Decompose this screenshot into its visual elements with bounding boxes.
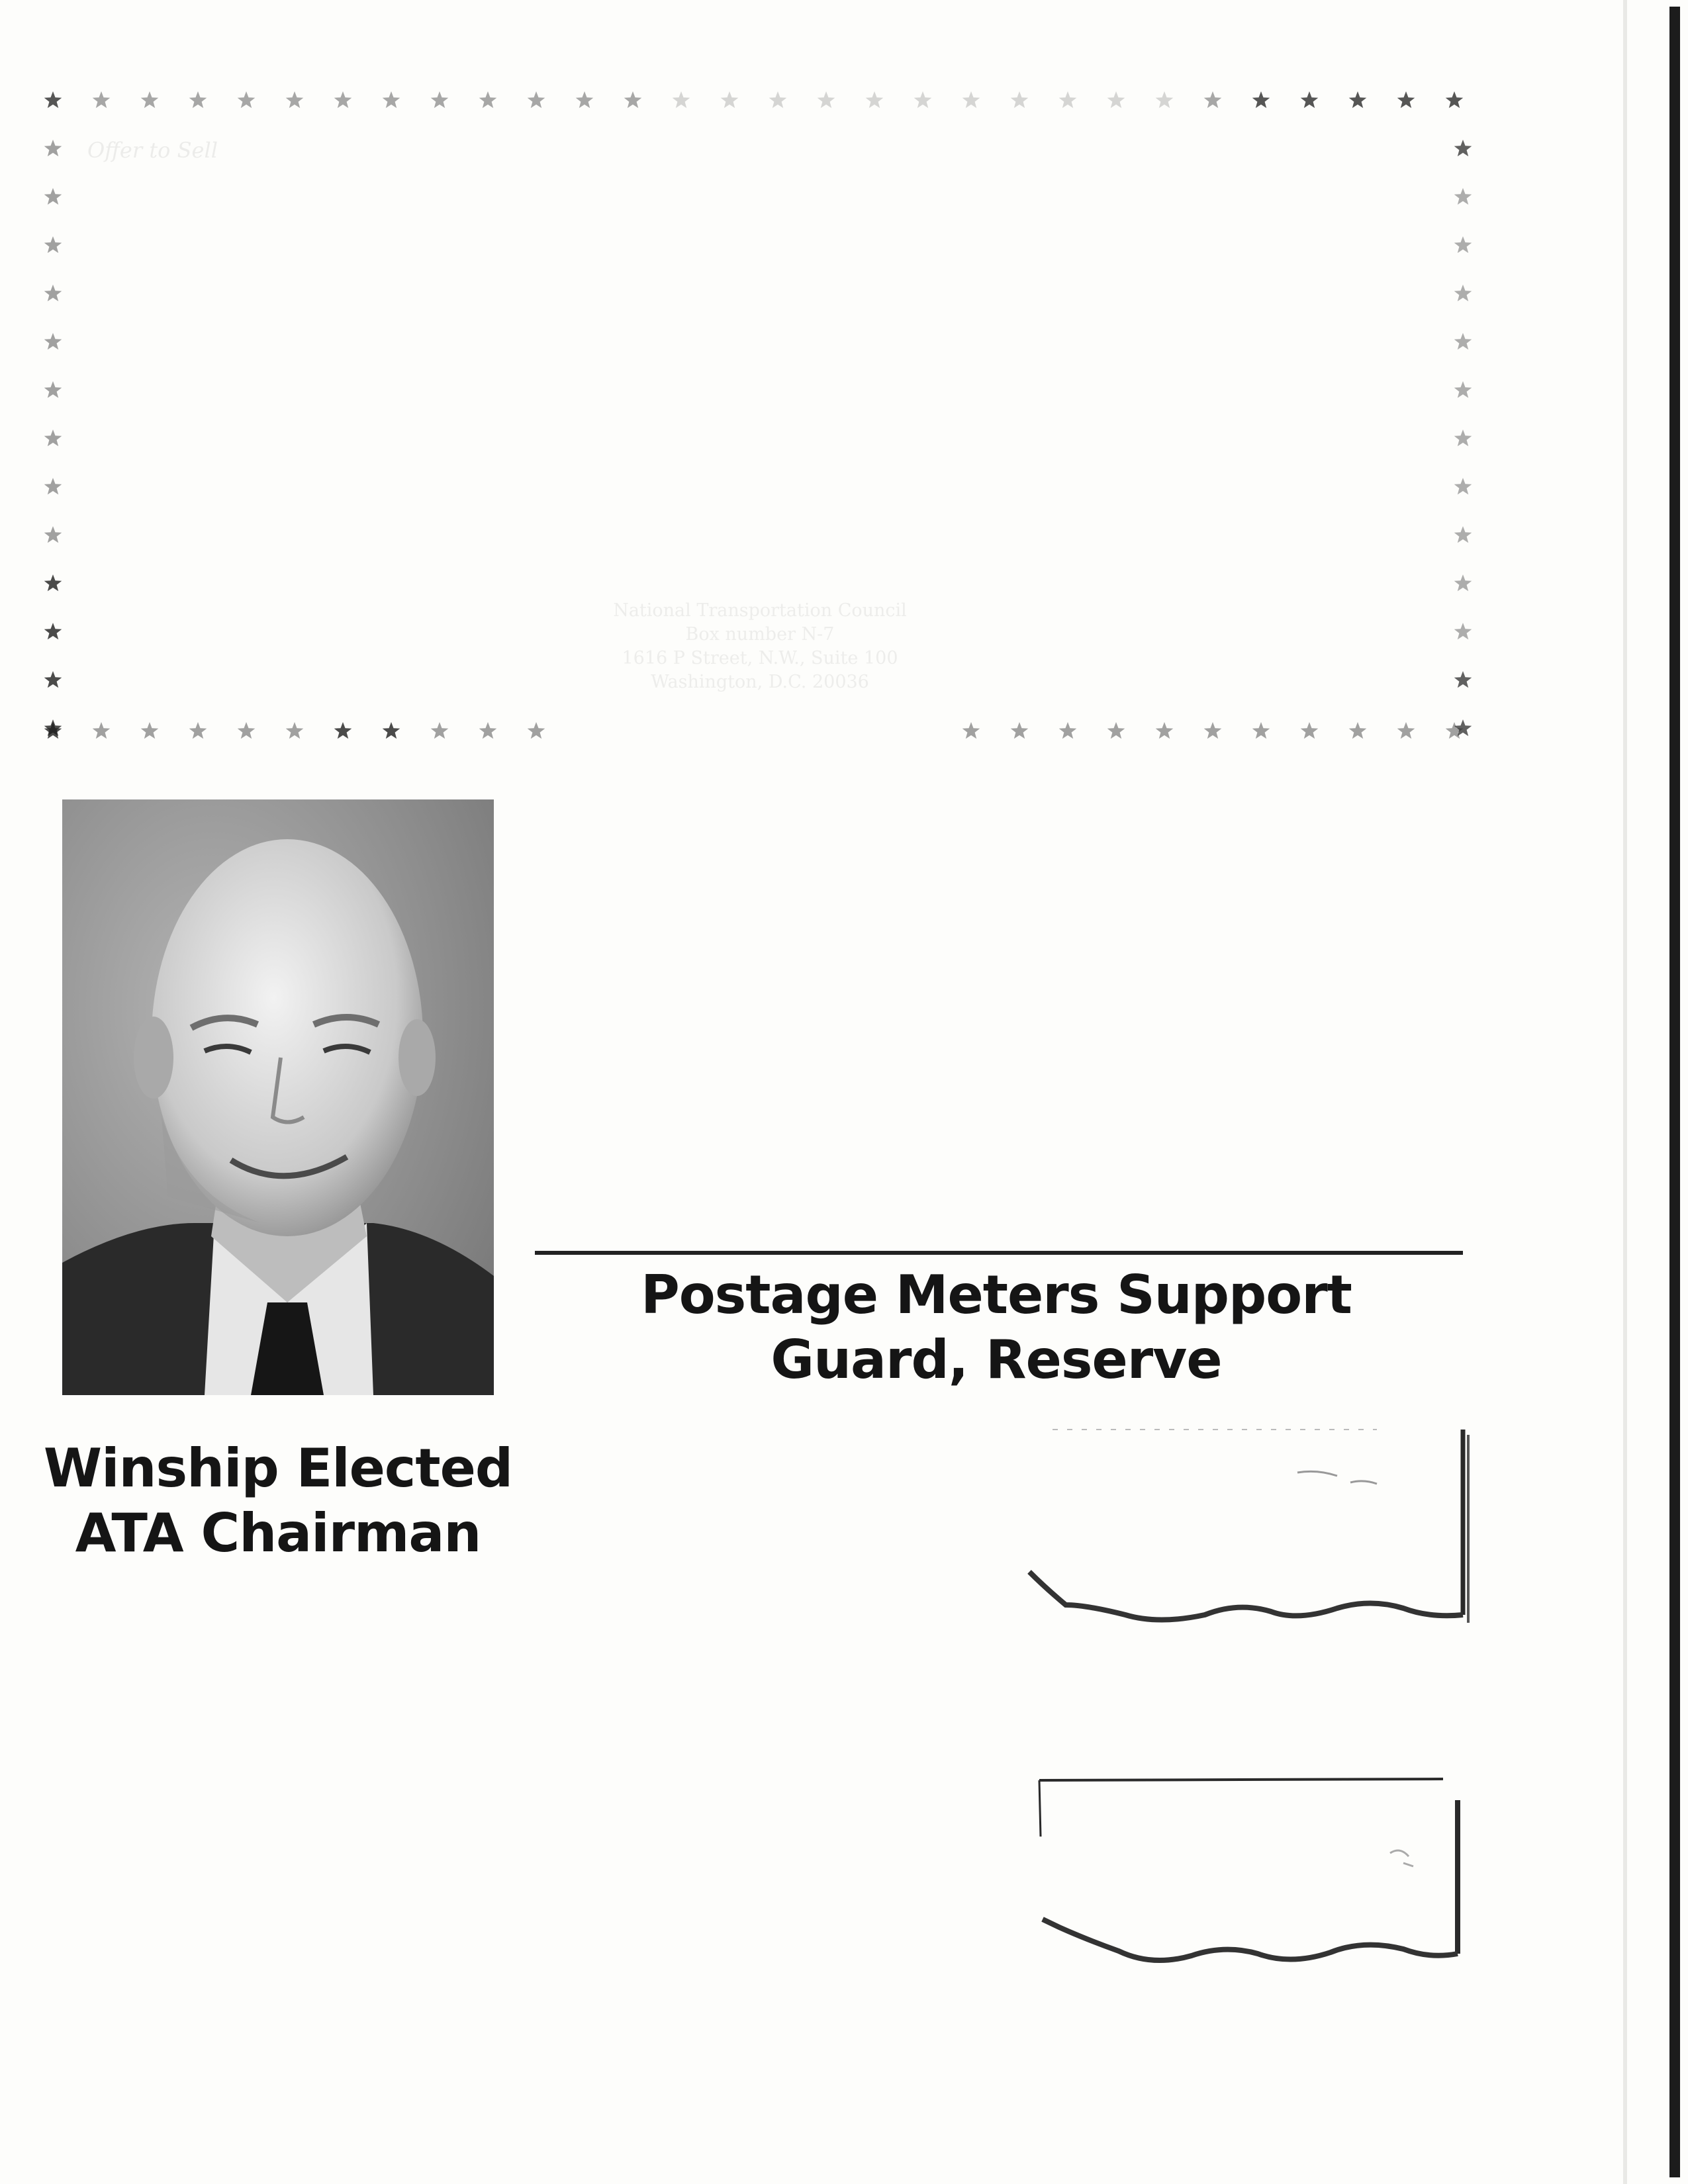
star-icon (44, 671, 62, 688)
torn-clipping-upper (1006, 1416, 1483, 1641)
star-icon (673, 91, 690, 108)
star-icon (44, 526, 62, 543)
offer-box-label: Offer to Sell (87, 138, 218, 163)
star-icon (721, 91, 739, 108)
star-icon (189, 91, 207, 108)
star-icon (769, 91, 787, 108)
star-icon (93, 722, 111, 739)
star-icon (1454, 381, 1472, 398)
headline-postage-meters (556, 1263, 1436, 1392)
star-icon (44, 478, 62, 494)
star-icon (1011, 722, 1029, 739)
star-icon (1059, 722, 1077, 739)
star-icon (1454, 478, 1472, 494)
star-icon (1011, 91, 1029, 108)
star-icon (1454, 623, 1472, 639)
star-icon (44, 91, 62, 108)
star-icon (818, 91, 835, 108)
star-icon (44, 236, 62, 253)
star-icon (93, 91, 111, 108)
portrait-photo-winship (62, 799, 494, 1395)
headline-winship-elected (26, 1436, 530, 1566)
star-icon (44, 333, 62, 349)
star-icon (1454, 430, 1472, 446)
headline-line: Postage Meters Support (641, 1264, 1352, 1326)
torn-clipping-lower (1033, 1774, 1483, 1985)
star-icon (1204, 91, 1222, 108)
star-icon (1301, 91, 1319, 108)
headline-line: Winship Elected (43, 1437, 513, 1499)
star-icon (286, 722, 304, 739)
star-icon (914, 91, 932, 108)
star-icon (1156, 722, 1174, 739)
star-icon (1349, 722, 1367, 739)
star-icon (1454, 333, 1472, 349)
star-icon (334, 722, 352, 739)
star-icon (238, 722, 256, 739)
star-icon (1454, 188, 1472, 205)
headline-line: Guard, Reserve (771, 1329, 1222, 1390)
star-icon (141, 722, 159, 739)
section-divider-rule (535, 1251, 1463, 1255)
star-icon (44, 430, 62, 446)
star-icon (1301, 722, 1319, 739)
star-icon (528, 722, 545, 739)
star-icon (1446, 91, 1464, 108)
star-icon (479, 722, 497, 739)
star-icon (1252, 722, 1270, 739)
headline-line: ATA Chairman (75, 1502, 481, 1564)
star-icon (189, 722, 207, 739)
star-icon (1349, 91, 1367, 108)
address-line: National Transportation Council (613, 600, 907, 621)
star-icon (44, 140, 62, 156)
star-icon (431, 722, 449, 739)
address-line: 1616 P Street, N.W., Suite 100 (622, 648, 898, 668)
star-icon (962, 91, 980, 108)
star-icon (528, 91, 545, 108)
star-icon (334, 91, 352, 108)
star-icon (44, 574, 62, 591)
star-icon (44, 623, 62, 639)
star-icon (1454, 285, 1472, 301)
star-icon (1397, 91, 1415, 108)
star-icon (1156, 91, 1174, 108)
star-icon (479, 91, 497, 108)
star-icon (624, 91, 642, 108)
address-line: Box number N-7 (685, 624, 835, 645)
star-icon (962, 722, 980, 739)
star-icon (1454, 574, 1472, 591)
star-icon (1059, 91, 1077, 108)
star-icon (866, 91, 884, 108)
offer-box-address (555, 599, 965, 694)
star-icon (1454, 236, 1472, 253)
star-icon (1107, 91, 1125, 108)
star-icon (1252, 91, 1270, 108)
star-icon (238, 91, 256, 108)
star-icon (44, 188, 62, 205)
star-icon (1107, 722, 1125, 739)
address-line: Washington, D.C. 20036 (651, 672, 869, 692)
star-icon (1454, 526, 1472, 543)
star-icon (383, 722, 400, 739)
star-icon (1397, 722, 1415, 739)
star-icon (576, 91, 594, 108)
star-icon (431, 91, 449, 108)
star-icon (44, 285, 62, 301)
star-icon (1204, 722, 1222, 739)
star-icon (1454, 140, 1472, 156)
star-icon (1454, 671, 1472, 688)
star-icon (286, 91, 304, 108)
star-icon (141, 91, 159, 108)
star-icon (44, 381, 62, 398)
star-icon (383, 91, 400, 108)
